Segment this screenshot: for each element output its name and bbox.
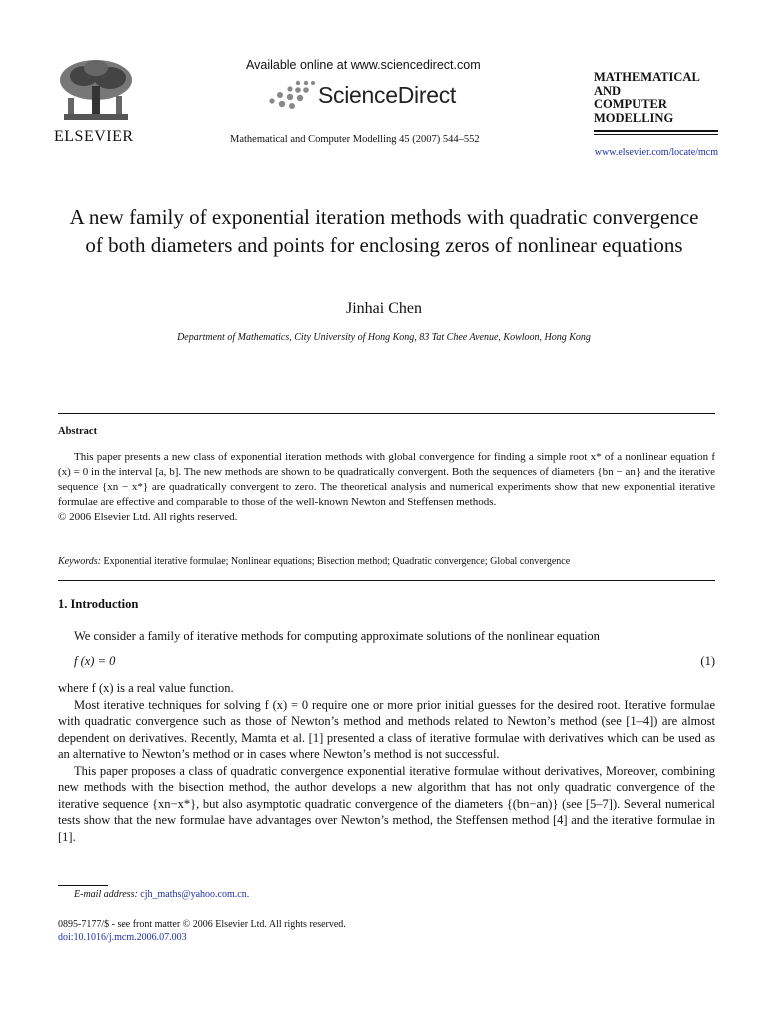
journal-name-line: AND: [594, 83, 622, 98]
equation-number: (1): [700, 654, 715, 668]
page-header: [54, 52, 718, 162]
abstract-top-rule: [58, 413, 715, 414]
article-title: A new family of exponential iteration methods with quadratic convergence of both diameters and points for enclosing zeros of nonlinear equations: [69, 205, 699, 257]
section-heading-introduction: 1. Introduction: [58, 597, 139, 611]
sciencedirect-dots-icon: [268, 79, 318, 111]
intro-body: [58, 680, 715, 845]
elsevier-tree-logo-icon: [54, 56, 138, 126]
intro-paragraph-text: where f (x) is a real value function.: [58, 681, 234, 695]
abstract-bottom-rule: [58, 580, 715, 581]
intro-paragraph-text: Most iterative techniques for solving f (x) = 0 require one or more prior initial guesses for the desired root. Iterative formulae with quadratic convergence such as those of Newton’s method and methods related to Newton’s method (see [1–4]) are almost dependent on derivatives. Recently, Mamta et al. [1] presented a class of iterative formulae with derivatives which can be used as an alternative to Newton’s method or in cases where Newton’s method is not successful.: [58, 697, 715, 761]
author-affiliation: Department of Mathematics, City University of Hong Kong, 83 Tat Chee Avenue, Kowloon, Hong Kong: [177, 332, 591, 343]
doi-link[interactable]: doi:10.1016/j.mcm.2006.07.003: [58, 932, 187, 943]
sciencedirect-logo: [268, 79, 468, 111]
abstract-body: [58, 450, 715, 525]
front-matter-footer: [58, 918, 346, 944]
available-online-text[interactable]: Available online at www.sciencedirect.com: [246, 58, 481, 72]
abstract-heading: Abstract: [58, 426, 98, 437]
keywords-text: Exponential iterative formulae; Nonlinear equations; Bisection method; Quadratic convergence; Global convergence: [103, 556, 571, 567]
intro-paragraph-text: This paper proposes a class of quadratic convergence exponential iterative formulae without derivatives, Moreover, combining new methods with the bisection method, the author develops a new algorithm that has not only quadratic convergence of the iterative sequence {xn−x*}, but also asymptotic quadratic convergence of the diameters {(bn−an)} (see [5–7]). Several numerical tests show that the new formulae have advantages over Newton’s method, the Steffensen method [4] and the iterative formulae in [1].: [58, 763, 715, 844]
footnote-email: [74, 889, 249, 900]
journal-title-block: [594, 71, 718, 135]
abstract-copyright: © 2006 Elsevier Ltd. All rights reserved.: [58, 511, 238, 523]
publisher-name: ELSEVIER: [54, 128, 134, 145]
equation-expression: f (x) = 0: [74, 654, 116, 668]
keywords-label: Keywords:: [58, 556, 101, 567]
journal-rule-thin: [594, 134, 718, 135]
journal-rule-thick: [594, 130, 718, 132]
article-author: Jinhai Chen: [346, 300, 422, 317]
keywords-line: [58, 556, 715, 567]
abstract-text: This paper presents a new class of exponential iteration methods with global convergence for finding a simple root x* of a nonlinear equation f (x) = 0 in the interval [a, b]. The new methods are shown to be quadratically convergent. Both the sequences of diameters {bn − an} and the iterative sequence {xn − x*} are quadratically convergent to zero. The theoretical analysis and numerical experiments show that new exponential iterative formulae are effective and comparable to those of the well-known Newton and Steffensen methods.: [58, 451, 715, 508]
journal-name-line: MATHEMATICAL: [594, 70, 700, 84]
footnote-rule: [58, 885, 108, 886]
sciencedirect-wordmark: ScienceDirect: [318, 82, 456, 108]
issn-line: 0895-7177/$ - see front matter © 2006 Elsevier Ltd. All rights reserved.: [58, 919, 346, 930]
equation-1: [74, 654, 715, 669]
email-label: E-mail address:: [74, 889, 138, 900]
journal-url-link[interactable]: www.elsevier.com/locate/mcm: [594, 147, 718, 158]
intro-paragraph: [58, 628, 715, 645]
journal-name-line: MODELLING: [594, 110, 674, 125]
journal-name-line: COMPUTER: [594, 97, 667, 111]
journal-citation: Mathematical and Computer Modelling 45 (2007) 544–552: [230, 134, 480, 145]
email-link[interactable]: cjh_maths@yahoo.com.cn.: [140, 889, 250, 900]
intro-paragraph-text: We consider a family of iterative methods for computing approximate solutions of the nonlinear equation: [74, 629, 600, 643]
